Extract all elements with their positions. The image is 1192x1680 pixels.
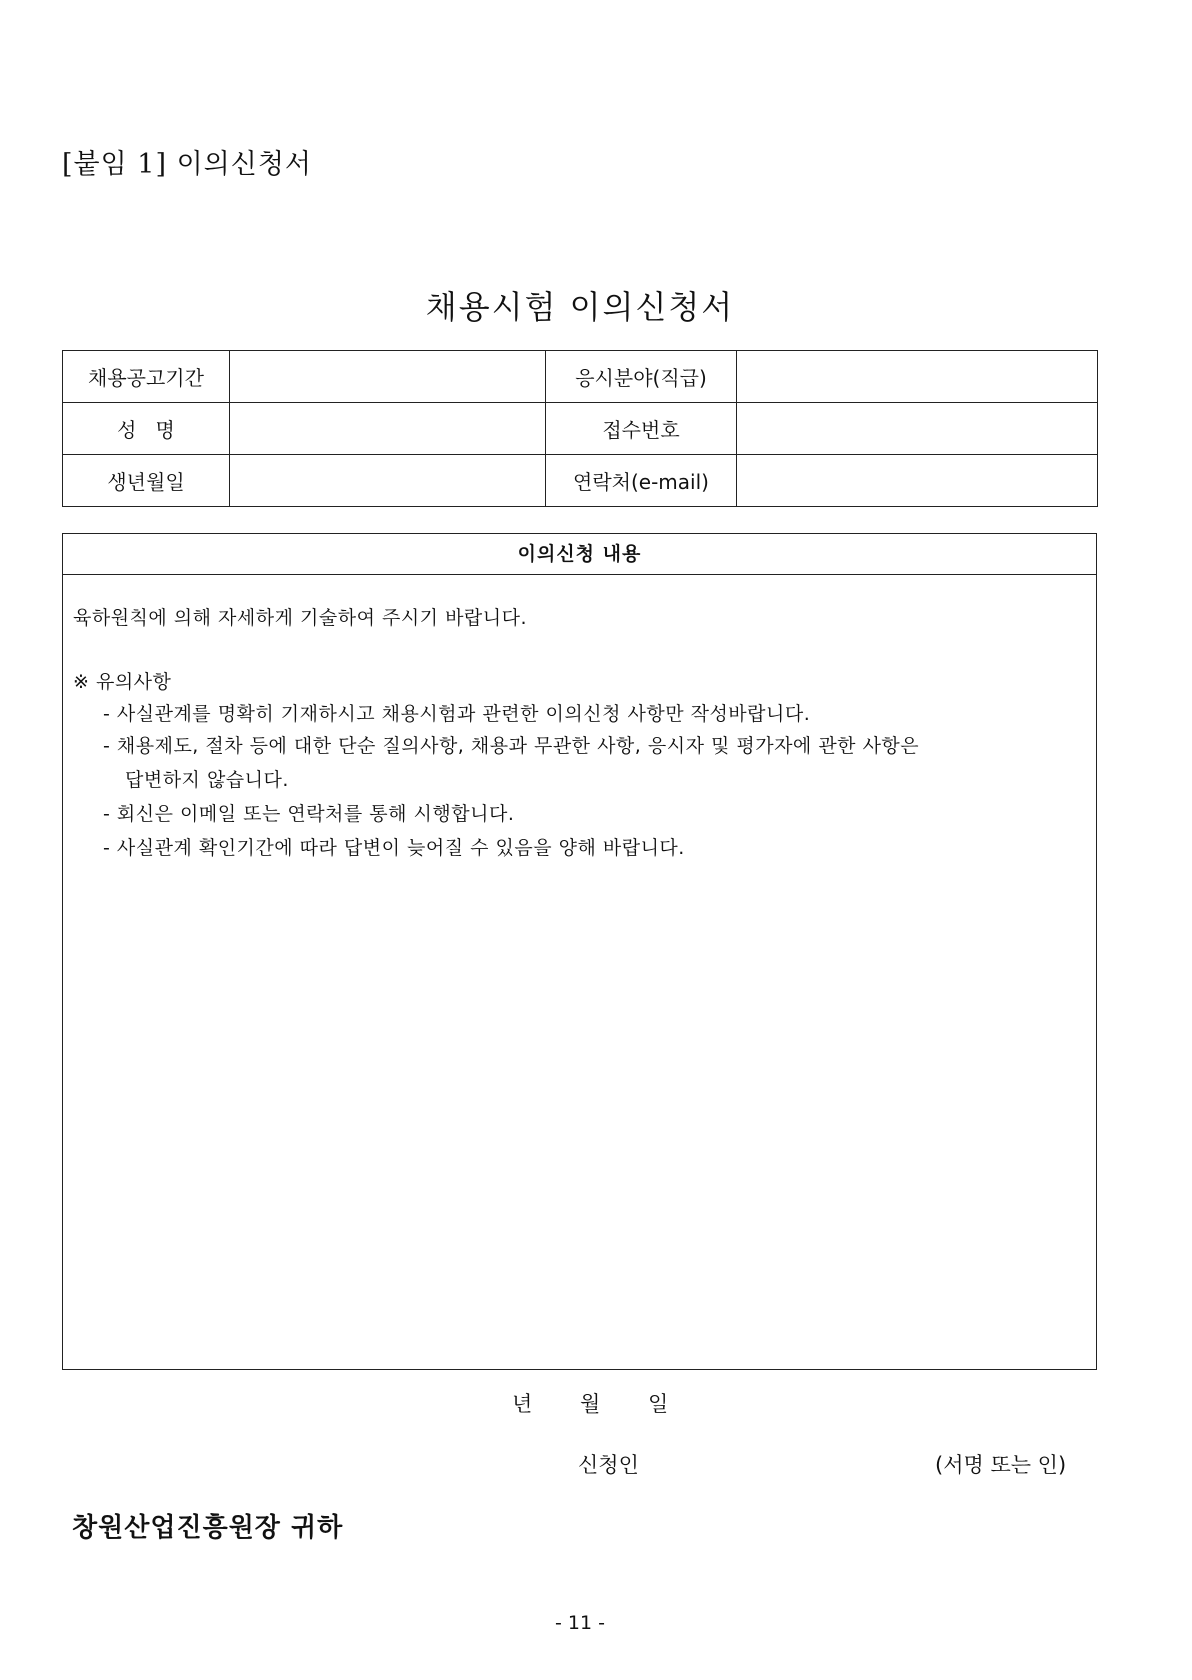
date-month-label: 월 bbox=[580, 1392, 601, 1416]
applicant-info-table bbox=[62, 350, 1098, 507]
objection-content-box bbox=[62, 533, 1097, 1370]
applicant-label: 신청인 bbox=[578, 1453, 639, 1477]
note-item: - 사실관계를 명확히 기재하시고 채용시험과 관련한 이의신청 사항만 작성바랍니다. bbox=[103, 703, 811, 725]
name-label: 성 명 bbox=[63, 403, 230, 455]
date-day-label: 일 bbox=[648, 1392, 669, 1416]
date-year-label: 년 bbox=[512, 1392, 533, 1416]
receipt-number-label: 접수번호 bbox=[546, 403, 737, 455]
attachment-title: [붙임 1] 이의신청서 bbox=[62, 149, 312, 180]
instruction-text: 육하원칙에 의해 자세하게 기술하여 주시기 바랍니다. bbox=[73, 607, 528, 629]
note-item: - 채용제도, 절차 등에 대한 단순 질의사항, 채용과 무관한 사항, 응시자 및 평가자에 관한 사항은 bbox=[103, 735, 920, 757]
objection-content-heading: 이의신청 내용 bbox=[63, 534, 1096, 575]
applied-field-field[interactable] bbox=[737, 351, 1098, 403]
table-row bbox=[63, 403, 1098, 455]
receipt-number-field[interactable] bbox=[737, 403, 1098, 455]
note-item: - 사실관계 확인기간에 따라 답변이 늦어질 수 있음을 양해 바랍니다. bbox=[103, 837, 685, 859]
notes-heading: ※ 유의사항 bbox=[73, 671, 172, 693]
recruitment-period-field[interactable] bbox=[230, 351, 546, 403]
recruitment-period-label: 채용공고기간 bbox=[63, 351, 230, 403]
birth-date-field[interactable] bbox=[230, 455, 546, 507]
table-row bbox=[63, 351, 1098, 403]
page-number: - 11 - bbox=[555, 1612, 605, 1634]
applied-field-label: 응시분야(직급) bbox=[546, 351, 737, 403]
addressee: 창원산업진흥원장 귀하 bbox=[72, 1513, 344, 1543]
contact-email-field[interactable] bbox=[737, 455, 1098, 507]
note-item: - 회신은 이메일 또는 연락처를 통해 시행합니다. bbox=[103, 803, 515, 825]
contact-email-label: 연락처(e-mail) bbox=[546, 455, 737, 507]
signature-note: (서명 또는 인) bbox=[935, 1453, 1067, 1477]
document-title: 채용시험 이의신청서 bbox=[425, 288, 735, 326]
table-row bbox=[63, 455, 1098, 507]
birth-date-label: 생년월일 bbox=[63, 455, 230, 507]
name-field[interactable] bbox=[230, 403, 546, 455]
note-item-continued: 답변하지 않습니다. bbox=[125, 769, 289, 791]
